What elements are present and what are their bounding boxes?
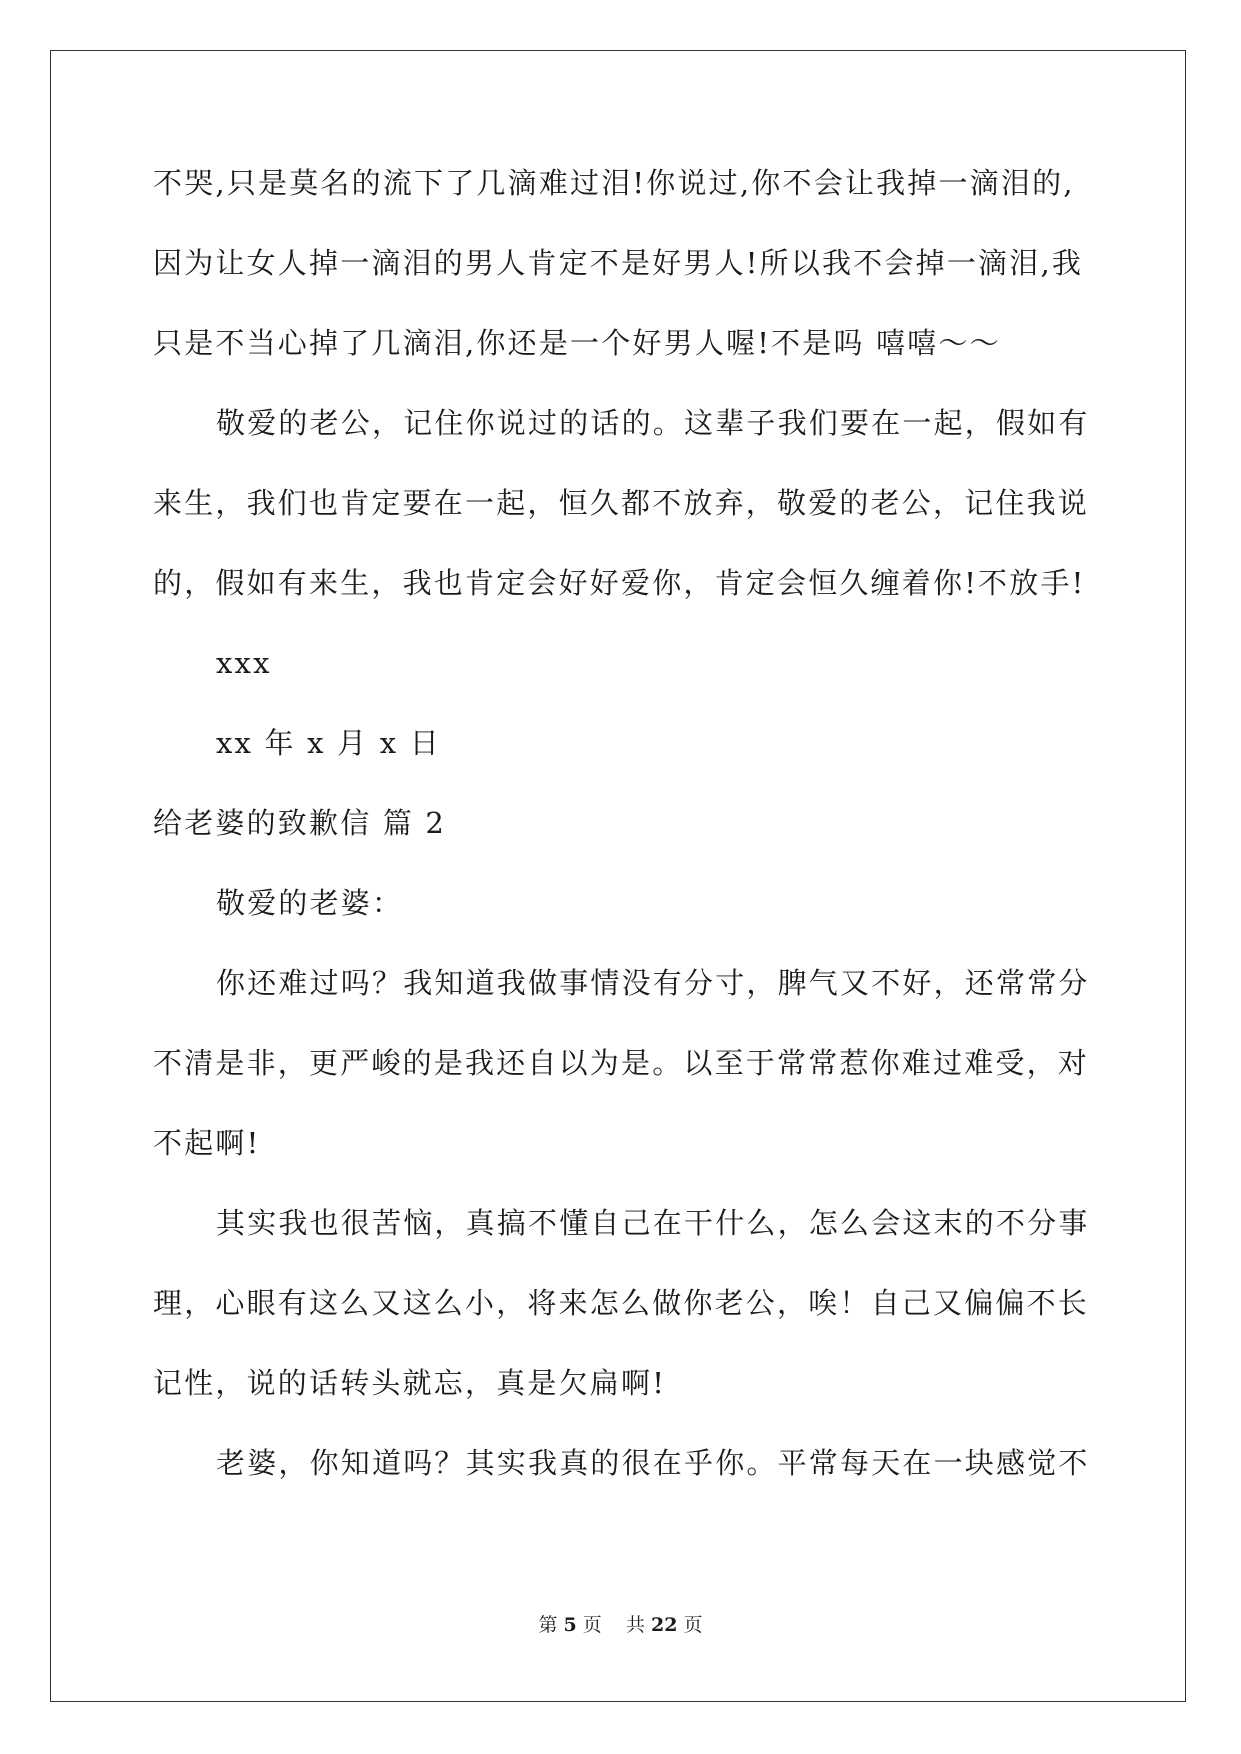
total-suffix: 页 <box>683 1614 703 1636</box>
signature: xxx <box>216 646 272 680</box>
paragraph-start: 敬爱的老公，记住你说过的话的。这辈子我们要在一起，假如有 <box>216 406 1090 440</box>
paragraph-start: 你还难过吗？我知道我做事情没有分寸，脾气又不好，还常常分 <box>216 966 1090 1000</box>
paragraph-start: 其实我也很苦恼，真搞不懂自己在干什么，怎么会这末的不分事 <box>216 1206 1090 1240</box>
date-line: xx 年 x 月 x 日 <box>216 726 441 760</box>
paragraph-start: 老婆，你知道吗？其实我真的很在乎你。平常每天在一块感觉不 <box>216 1446 1090 1480</box>
text-line: 不哭,只是莫名的流下了几滴难过泪!你说过,你不会让我掉一滴泪的, <box>153 166 1075 200</box>
page-suffix: 页 <box>582 1614 602 1636</box>
total-prefix: 共 <box>625 1614 645 1636</box>
page-footer <box>0 1610 1241 1637</box>
text-line: 的，假如有来生，我也肯定会好好爱你，肯定会恒久缠着你!不放手! <box>153 566 1086 600</box>
text-line: 来生，我们也肯定要在一起，恒久都不放弃，敬爱的老公，记住我说 <box>153 486 1090 520</box>
text-line: 理，心眼有这么又这么小，将来怎么做你老公，唉！自己又偏偏不长 <box>153 1286 1090 1320</box>
text-line: 记性，说的话转头就忘，真是欠扁啊! <box>153 1366 667 1400</box>
salutation: 敬爱的老婆： <box>216 886 404 920</box>
section-heading: 给老婆的致歉信 篇 2 <box>153 806 447 840</box>
page-number: 5 <box>563 1614 577 1636</box>
text-line: 不起啊! <box>153 1126 261 1160</box>
text-line: 只是不当心掉了几滴泪,你还是一个好男人喔!不是吗 嘻嘻～～ <box>153 326 1001 360</box>
total-pages: 22 <box>651 1614 678 1636</box>
text-line: 因为让女人掉一滴泪的男人肯定不是好男人!所以我不会掉一滴泪,我 <box>153 246 1084 280</box>
footer-prefix: 第 <box>538 1614 558 1636</box>
text-line: 不清是非，更严峻的是我还自以为是。以至于常常惹你难过难受，对 <box>153 1046 1090 1080</box>
